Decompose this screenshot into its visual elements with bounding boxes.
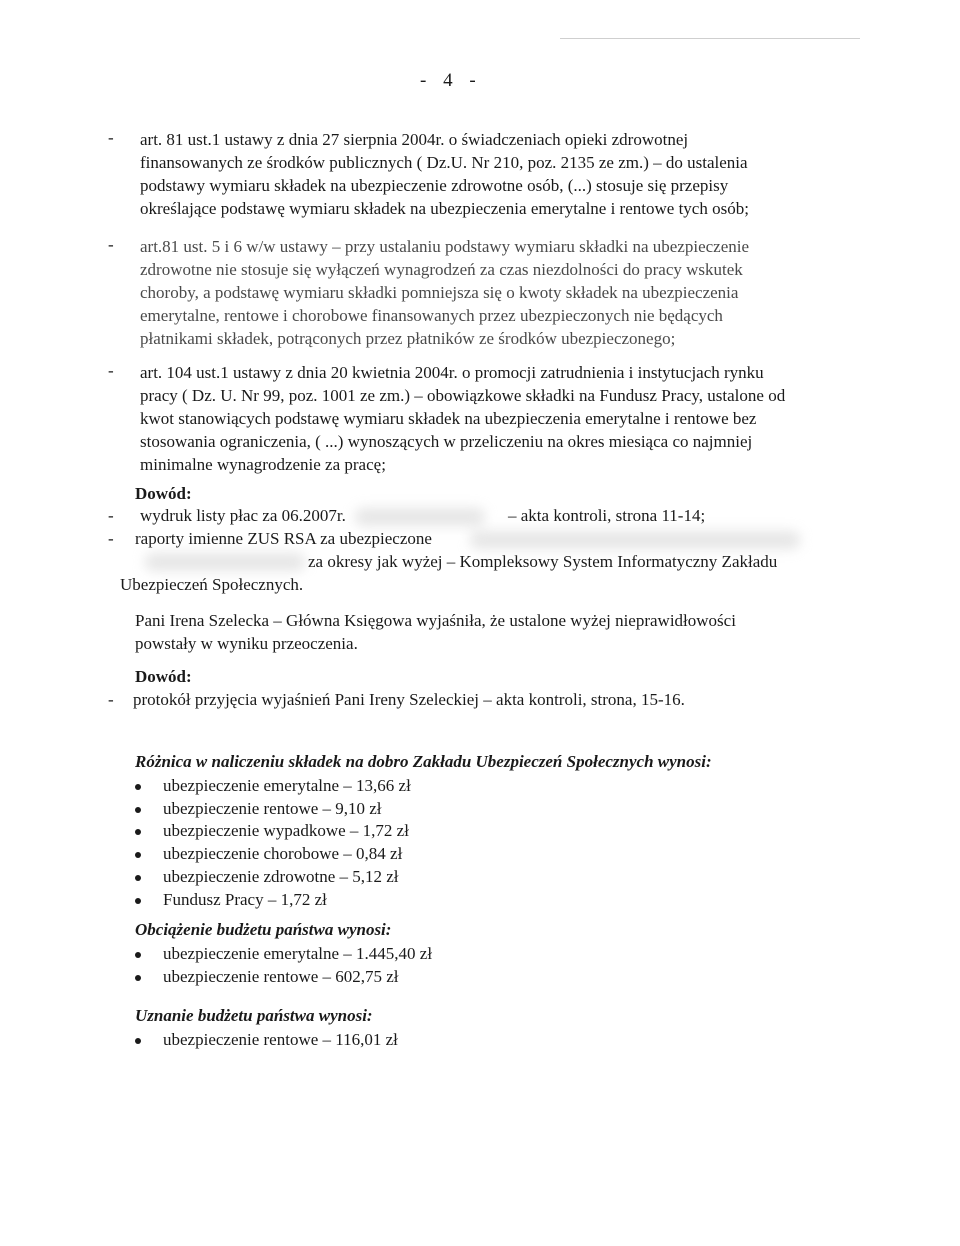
bullet-icon: [135, 807, 141, 813]
list-dash: -: [108, 529, 114, 548]
list-item: [135, 843, 411, 866]
list-dash: -: [108, 235, 114, 254]
evidence-reference: – akta kontroli, strona 11-14;: [508, 506, 706, 525]
list-item: [135, 820, 411, 843]
evidence-text: protokół przyjęcia wyjaśnień Pani Ireny Szeleckiej – akta kontroli, strona, 15-16.: [133, 690, 685, 709]
list-item-text: ubezpieczenie wypadkowe – 1,72 zł: [163, 821, 409, 841]
list-dash: -: [108, 128, 114, 147]
list-item-text: ubezpieczenie rentowe – 9,10 zł: [163, 798, 382, 818]
list-item-text: Fundusz Pracy – 1,72 zł: [163, 889, 327, 909]
legal-item-text: art.81 ust. 5 i 6 w/w ustawy – przy ustalaniu podstawy wymiaru składki na ubezpieczenie zdrowotne nie stosuje się wyłączeń wynagrodzeń za czas niezdolności do pracy wskutek choroby, a podstawę wymiaru składki pomniejsza się o kwoty składek na ubezpieczenia emerytalne, rentowe i chorobowe finansowanych przez ubezpieczonych nie będących płatnikami składek, potrąconych przez płatników ze środków ubezpieczonego;: [140, 237, 750, 348]
bullet-icon: [135, 784, 141, 790]
list-item: [135, 798, 411, 821]
bullet-icon: [135, 829, 141, 835]
section-title: Różnica w naliczeniu składek na dobro Zakładu Ubezpieczeń Społecznych wynosi:: [135, 752, 712, 771]
evidence-heading: Dowód:: [135, 667, 192, 686]
list-item-text: ubezpieczenie rentowe – 602,75 zł: [163, 966, 399, 986]
list-item-text: ubezpieczenie rentowe – 116,01 zł: [163, 1030, 398, 1049]
redacted-area: [470, 531, 800, 549]
list-item: [135, 889, 411, 912]
redacted-area: [355, 508, 485, 526]
list-item: [135, 943, 432, 966]
section-title: Uznanie budżetu państwa wynosi:: [135, 1006, 373, 1025]
page-number: - 4 -: [420, 70, 482, 91]
bullet-list: [135, 775, 411, 911]
evidence-heading: Dowód:: [135, 484, 192, 503]
evidence-continuation: Ubezpieczeń Społecznych.: [120, 575, 304, 594]
evidence-text: wydruk listy płac za 06.2007r.: [140, 506, 346, 525]
bullet-icon: [135, 852, 141, 858]
list-item: [135, 1029, 398, 1052]
bullet-icon: [135, 898, 141, 904]
list-item: [135, 966, 432, 989]
bullet-icon: [135, 952, 141, 958]
legal-item-text: art. 104 ust.1 ustawy z dnia 20 kwietnia 2004r. o promocji zatrudnienia i instytucjach rynku pracy ( Dz. U. Nr 99, poz. 1001 ze zm.) – obowiązkowe składki na Fundusz Pracy, ustalone od kwot stanowiących podstawę wymiaru składek na ubezpieczenia emerytalne i rentowe bez stosowania ograniczenia, ( ...) wynoszących w przeliczeniu na okres miesiąca co najmniej minimalne wynagrodzenie za pracę;: [140, 363, 786, 474]
evidence-text: raporty imienne ZUS RSA za ubezpieczone: [135, 529, 432, 548]
redacted-area: [145, 553, 305, 571]
bullet-icon: [135, 975, 141, 981]
list-dash: -: [108, 506, 114, 525]
bullet-icon: [135, 875, 141, 881]
list-item: [135, 866, 411, 889]
bullet-list: [135, 943, 432, 988]
bullet-list: [135, 1029, 398, 1052]
list-item-text: ubezpieczenie emerytalne – 1.445,40 zł: [163, 944, 433, 963]
list-dash: -: [108, 690, 114, 709]
list-item-text: ubezpieczenie emerytalne – 13,66 zł: [163, 776, 411, 795]
scan-edge-line: [560, 38, 860, 39]
statement-paragraph: Pani Irena Szelecka – Główna Księgowa wyjaśniła, że ustalone wyżej nieprawidłowości powstały w wyniku przeoczenia.: [135, 611, 736, 653]
list-item-text: ubezpieczenie zdrowotne – 5,12 zł: [163, 866, 399, 886]
list-item-text: ubezpieczenie chorobowe – 0,84 zł: [163, 844, 403, 864]
section-title: Obciążenie budżetu państwa wynosi:: [135, 920, 392, 939]
list-item: [135, 775, 411, 798]
legal-item-text: art. 81 ust.1 ustawy z dnia 27 sierpnia 2004r. o świadczeniach opieki zdrowotnej finansowanych ze środków publicznych ( Dz.U. Nr 210, poz. 2135 ze zm.) – do ustalenia podstawy wymiaru składek na ubezpieczenie zdrowotne osób, (...) stosuje się przepisy określające podstawę wymiaru składek na ubezpieczenia emerytalne i rentowe tych osób;: [140, 130, 749, 218]
list-dash: -: [108, 361, 114, 380]
bullet-icon: [135, 1038, 141, 1044]
evidence-continuation: za okresy jak wyżej – Kompleksowy System Informatyczny Zakładu: [308, 552, 778, 571]
